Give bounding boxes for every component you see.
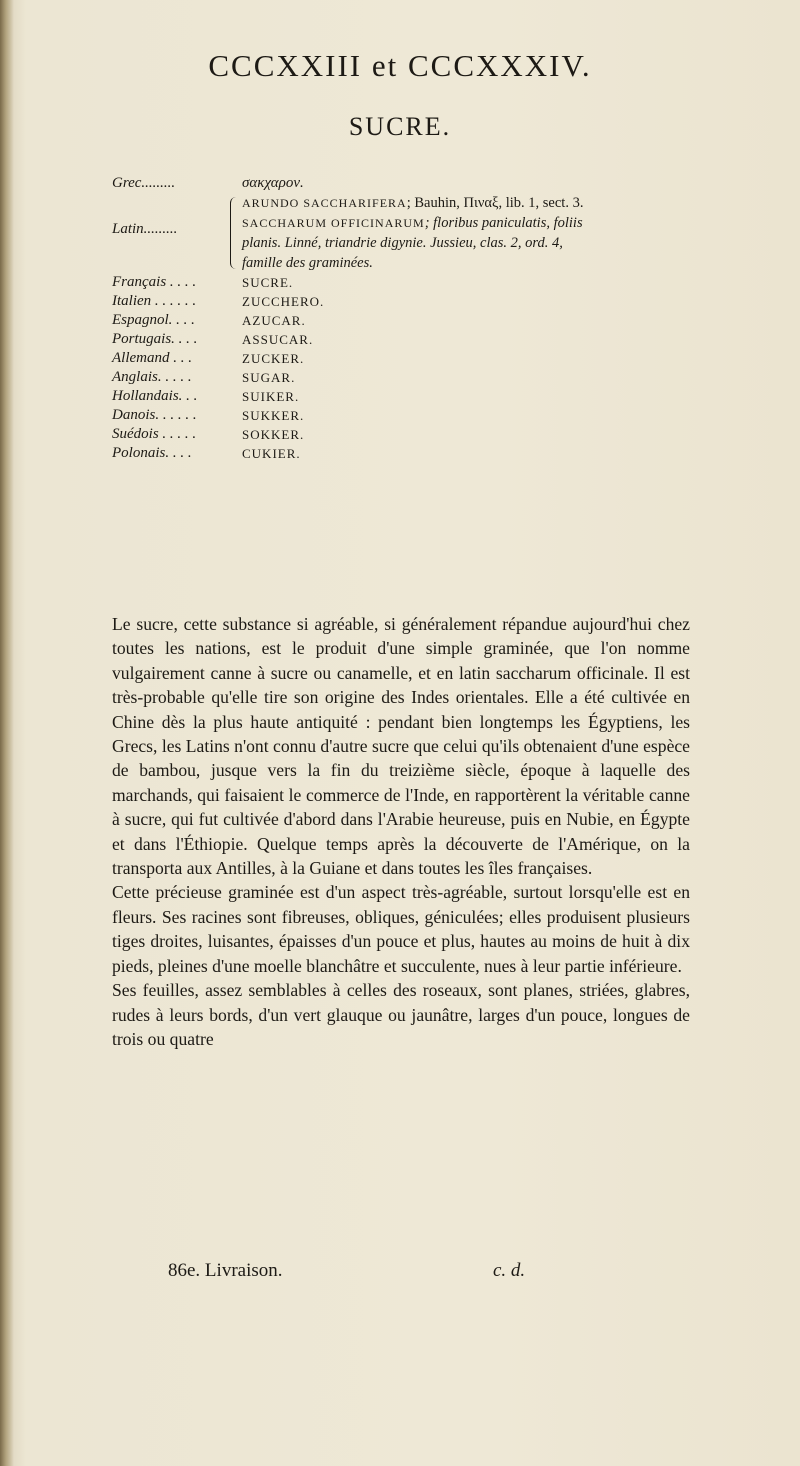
names-row [112,292,792,311]
lang-name: CUKIER. [242,446,301,461]
names-row [112,425,792,444]
lang-label: Hollandais. . . [112,388,198,404]
lang-label: Grec......... [112,175,176,191]
names-row [112,387,792,406]
lang-name: σακχαρον. [242,175,304,191]
lang-label: Italien . . . . . . [112,293,197,309]
signature-mark: c. d. [493,1260,526,1281]
names-row-latin [112,193,792,273]
lang-label: Espagnol. . . . [112,312,195,328]
lang-name: SUIKER. [242,389,300,404]
paragraph: Cette précieuse graminée est d'un aspect très-agréable, surtout lorsqu'elle est en fleurs. Ses racines sont fibreuses, obliques, géniculées; elles produisent plusieurs tiges droites, luisantes, épaisses d'un pouce et plus, hautes au moins de huit à dix pieds, pleines d'une moelle blanchâtre et succulente, nues à leur partie inférieure. [112,882,690,976]
latin-line-2: SACCHARUM OFFICINARUM; floribus paniculatis, foliis [242,215,583,231]
names-row [112,406,792,425]
lang-label: Polonais. . . . [112,445,192,461]
page-title: SUCRE. [348,112,452,141]
names-row [112,349,792,368]
page-header: CCCXXIII et CCCXXXIV. [208,48,592,83]
lang-name: SUKKER. [242,408,305,423]
lang-label: Danois. . . . . . [112,407,197,423]
lang-label: Latin......... [112,221,178,237]
names-row [112,273,792,292]
brace-decoration [230,197,239,269]
names-row [112,311,792,330]
paragraph: Ses feuilles, assez semblables à celles des roseaux, sont planes, striées, glabres, rudes à leurs bords, d'un vert glauque ou jaunâtre, larges d'un pouce, longues de trois ou quatre [112,980,690,1049]
names-table [112,174,792,463]
lang-name: ZUCCHERO. [242,294,325,309]
latin-names [242,193,787,273]
lang-name: SUCRE. [242,275,294,290]
names-row [112,368,792,387]
lang-label: Français . . . . [112,274,197,290]
paragraph: Le sucre, cette substance si agréable, si généralement répandue aujourd'hui chez toutes les nations, est le produit d'une simple graminée, que l'on nomme vulgairement canne à sucre ou canamelle, et en latin saccharum officinale. Il est très-probable qu'elle tire son origine des Indes orientales. Elle a été cultivée en Chine dès la plus haute antiquité : pendant bien longtemps les Égyptiens, les Grecs, les Latins n'ont connu d'autre sucre que celui qu'ils obtenaient d'une espèce de bambou, jusque vers la fin du treizième siècle, époque à laquelle des marchands, qui faisaient le commerce de l'Inde, en rapportèrent la véritable canne à sucre, qui fut cultivée d'abord dans l'Arabie heureuse, puis en Nubie, en Égypte et dans l'Éthiopie. Quelque temps après la découverte de l'Amérique, on la transporta aux Antilles, à la Guiane et dans toutes les îles françaises. [112,614,690,879]
names-row [112,444,792,463]
names-row [112,330,792,349]
latin-line-1: ARUNDO SACCHARIFERA; Bauhin, Πιναξ, lib. 1, sect. 3. [242,195,584,211]
body-text [112,612,690,1051]
latin-line-4: famille des graminées. [242,255,373,271]
names-row-greek [112,174,792,193]
lang-name: ASSUCAR. [242,332,314,347]
lang-label: Suédois . . . . . [112,426,197,442]
lang-label: Anglais. . . . . [112,369,192,385]
lang-label: Portugais. . . . [112,331,198,347]
lang-name: SUGAR. [242,370,296,385]
lang-name: AZUCAR. [242,313,306,328]
lang-name: ZUCKER. [242,351,305,366]
livraison-label: 86e. Livraison. [168,1260,283,1281]
lang-name: SOKKER. [242,427,305,442]
lang-label: Allemand . . . [112,350,192,366]
book-spine-shadow [0,0,14,1466]
latin-line-3: planis. Linné, triandrie digynie. Jussieu, clas. 2, ord. 4, [242,235,563,251]
